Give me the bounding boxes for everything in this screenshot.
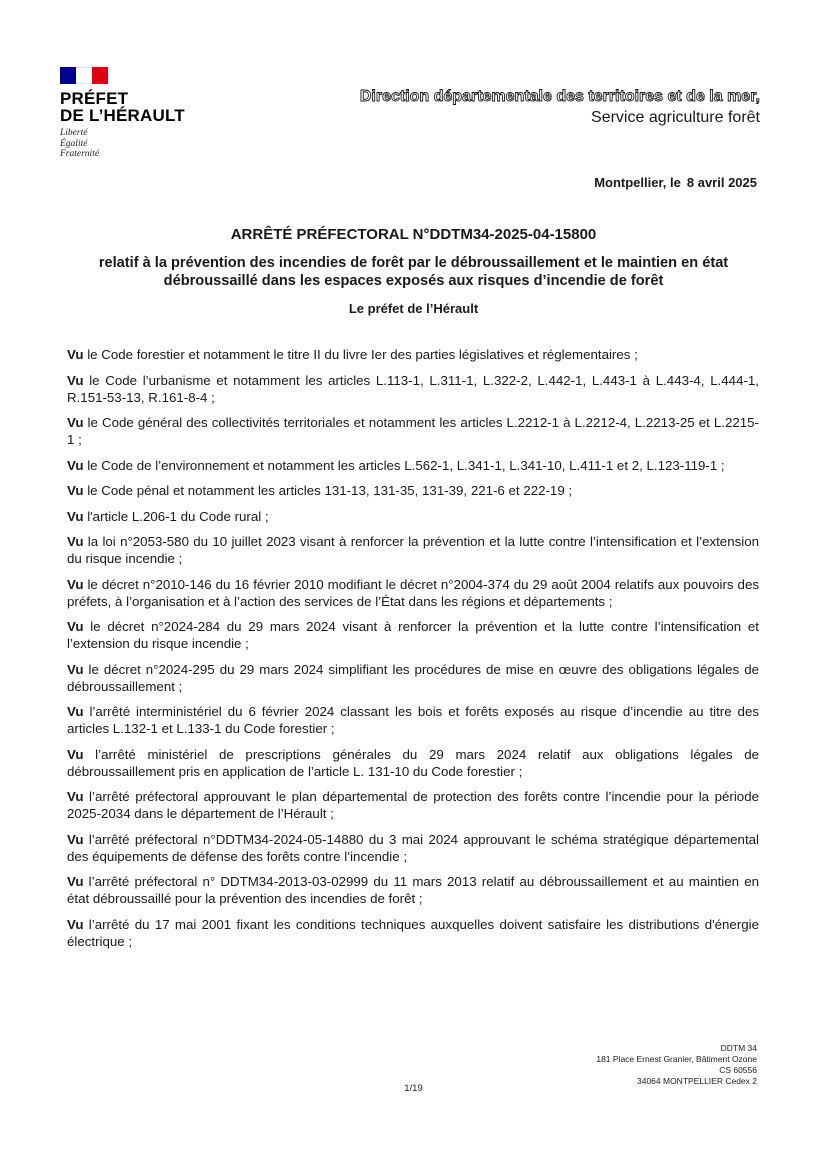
visa-vu-label: Vu (67, 831, 84, 847)
motto-liberte: Liberté (60, 128, 88, 138)
motto-fraternite: Fraternité (60, 149, 100, 159)
visa-paragraph (67, 873, 759, 907)
visa-text: le Code forestier et notamment le titre II du livre Ier des parties législatives et réglementaires ; (83, 347, 638, 362)
visa-text: l’arrêté préfectoral n°DDTM34-2024-05-14880 du 3 mai 2024 approuvant le schéma stratégique départemental des équipements de défense des forêts contre l’incendie ; (67, 831, 759, 864)
visa-text: le décret n°2024-295 du 29 mars 2024 simplifiant les procédures de mise en œuvre des obligations légales de débroussaillement ; (67, 661, 759, 694)
visa-text: le Code l’urbanisme et notamment les articles L.113-1, L.311-1, L.322-2, L.442-1, L.443-1 à L.443-4, L.444-1, R.151-53-13, R.161-8-4 ; (67, 372, 759, 405)
footer-address-line: 181 Place Ernest Granier, Bâtiment Ozone (596, 1054, 757, 1064)
visa-text: le décret n°2010-146 du 16 février 2010 modifiant le décret n°2004-374 du 29 août 2004 relatifs aux pouvoirs des préfets, à l’organisation et à l’action des services de l’État dans les régions et départements ; (67, 576, 759, 609)
visa-paragraph (67, 372, 759, 406)
dateline (594, 175, 757, 190)
visa-vu-label: Vu (67, 508, 84, 524)
motto-egalite: Égalité (60, 138, 88, 149)
visa-vu-label: Vu (67, 576, 84, 592)
visa-vu-label: Vu (67, 874, 84, 889)
footer-address-line: 34064 MONTPELLIER Cedex 2 (636, 1076, 757, 1086)
logo-title-line-1: PRÉFET (60, 89, 129, 108)
visa-text: le Code général des collectivités territoriales et notamment les articles L.2212-1 à L.2212-4, L.2213-25 et L.2215-1 ; (67, 415, 759, 447)
footer-address-line: CS 60556 (719, 1065, 757, 1075)
visa-vu-label: Vu (67, 789, 84, 804)
visa-vu-label: Vu (67, 661, 84, 677)
dateline-date: 8 avril 2025 (686, 175, 757, 190)
visa-text: l’arrêté préfectoral approuvant le plan départemental de protection des forêts contre l’incendie pour la période 2025-2034 dans le département de l’Hérault ; (67, 789, 759, 821)
visa-text: le décret n°2024-284 du 29 mars 2024 visant à renforcer la prévention et la lutte contre l’intensification et l’extension du risque incendie ; (67, 619, 759, 651)
visa-text: la loi n°2053-580 du 10 juillet 2023 visant à renforcer la prévention et la lutte contre l’intensification et l’extension du risque incendie ; (67, 534, 759, 566)
visa-text: l’arrêté préfectoral n° DDTM34-2013-03-02999 du 11 mars 2013 relatif au débroussaillement et au maintien en état débroussaillé pour la prévention des incendies de forêt ; (67, 874, 759, 906)
visa-list (67, 346, 759, 958)
logo-title (60, 90, 200, 124)
visa-vu-label: Vu (67, 746, 84, 762)
visa-paragraph (67, 916, 759, 950)
visa-paragraph (67, 414, 759, 448)
tricolor-flag-icon (60, 67, 108, 84)
arrete-subject: relatif à la prévention des incendies de forêt par le débroussaillement et le maintien en état débroussaillé dans les espaces exposés aux risques d’incendie de forêt (98, 255, 729, 289)
footer-address-line: DDTM 34 (720, 1043, 757, 1053)
visa-vu-label: Vu (67, 704, 84, 719)
page-number: 1/19 (404, 1083, 423, 1094)
issuing-department (360, 86, 760, 128)
visa-vu-label: Vu (67, 619, 84, 634)
visa-paragraph (67, 618, 759, 652)
visa-paragraph (67, 457, 759, 474)
visa-paragraph (67, 576, 759, 610)
visa-paragraph (67, 788, 759, 822)
visa-vu-label: Vu (67, 457, 84, 473)
visa-paragraph (67, 831, 759, 865)
prefecture-logo (60, 67, 200, 160)
visa-paragraph (67, 533, 759, 567)
visa-text: l’arrêté interministériel du 6 février 2024 classant les bois et forêts exposés au risque d’incendie au titre des articles L.132-1 et L.133-1 du Code forestier ; (67, 704, 759, 736)
visa-paragraph (67, 508, 759, 525)
visa-vu-label: Vu (67, 347, 84, 362)
visa-paragraph (67, 482, 759, 499)
visa-paragraph (67, 346, 759, 363)
visa-paragraph (67, 703, 759, 737)
arrete-number: ARRÊTÉ PRÉFECTORAL N°DDTM34-2025-04-15800 (230, 226, 597, 243)
visa-text: le Code de l’environnement et notamment les articles L.562-1, L.341-1, L.341-10, L.411-1 et 2, L.123-119-1 ; (83, 457, 725, 473)
visa-paragraph (67, 661, 759, 695)
visa-vu-label: Vu (67, 916, 84, 932)
republic-motto (60, 128, 200, 160)
logo-title-line-2: DE L’HÉRAULT (60, 106, 185, 125)
visa-text: l’arrêté ministériel de prescriptions générales du 29 mars 2024 relatif aux obligations légales de débroussaillement pris en application de l’article L. 131-10 du Code forestier ; (67, 746, 759, 779)
visa-vu-label: Vu (67, 415, 84, 430)
direction-name: Direction départementale des territoires et de la mer, (359, 88, 760, 105)
visa-paragraph (67, 746, 759, 780)
visa-text: l'article L.206-1 du Code rural ; (83, 508, 269, 524)
service-name: Service agriculture forêt (591, 109, 760, 126)
visa-text: le Code pénal et notamment les articles 131-13, 131-35, 131-39, 221-6 et 222-19 ; (83, 483, 573, 498)
visa-text: l’arrêté du 17 mai 2001 fixant les conditions techniques auxquelles doivent satisfaire les distributions d'énergie électrique ; (67, 916, 759, 949)
footer-address (596, 1043, 757, 1087)
visa-vu-label: Vu (67, 483, 84, 498)
issuing-authority: Le préfet de l’Hérault (348, 301, 479, 316)
dateline-place: Montpellier, le (594, 175, 681, 190)
visa-vu-label: Vu (67, 534, 84, 549)
visa-vu-label: Vu (67, 372, 84, 388)
